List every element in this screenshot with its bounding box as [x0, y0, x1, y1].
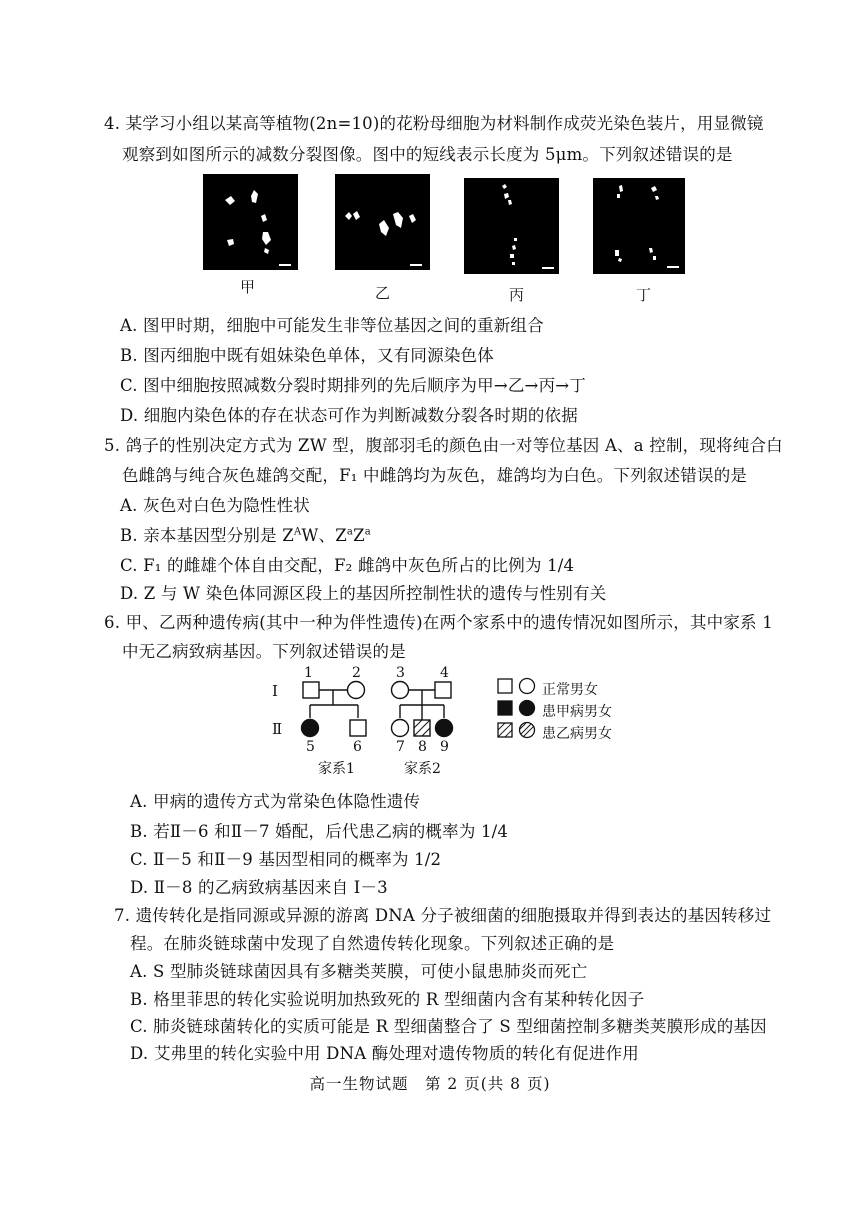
- pedigree-num-1: 1: [304, 665, 313, 681]
- q6-option-b: B. 若Ⅱ－6 和Ⅱ－7 婚配，后代患乙病的概率为 1/4: [130, 822, 509, 841]
- family-1-label: 家系1: [318, 761, 355, 777]
- q7-option-b: B. 格里菲思的转化实验说明加热致死的 R 型细菌内含有某种转化因子: [130, 990, 645, 1009]
- q4-option-a: A. 图甲时期，细胞中可能发生非等位基因之间的重新组合: [120, 316, 544, 335]
- q5-option-d: D. Z 与 W 染色体同源区段上的基因所控制性状的遗传与性别有关: [120, 584, 607, 603]
- micrograph-yi: [335, 174, 430, 270]
- q6-option-d: D. Ⅱ－8 的乙病致病基因来自 Ⅰ－3: [130, 878, 388, 897]
- q4-option-d: D. 细胞内染色体的存在状态可作为判断减数分裂各时期的依据: [120, 406, 578, 425]
- pedigree-num-9: 9: [440, 739, 449, 755]
- q7-option-c: C. 肺炎链球菌转化的实质可能是 R 型细菌整合了 S 型细菌控制多糖类荚膜形成的基因: [130, 1017, 767, 1036]
- legend-normal: 正常男女: [542, 682, 598, 698]
- q6-stem-line1: 6. 甲、乙两种遗传病(其中一种为伴性遗传)在两个家系中的遗传情况如图所示，其中家系 1: [104, 613, 773, 632]
- pedigree-num-7: 7: [396, 739, 405, 755]
- family-2-label: 家系2: [404, 761, 441, 777]
- pedigree-gen-2: Ⅱ: [272, 720, 283, 738]
- pedigree-num-4: 4: [440, 665, 449, 681]
- label-bing: 丙: [509, 286, 525, 304]
- q7-stem-line1: 7. 遗传转化是指同源或异源的游离 DNA 分子被细菌的细胞摄取并得到表达的基因转移过: [114, 906, 772, 925]
- pedigree-legend-symbols: [496, 676, 542, 742]
- micrograph-jia: [203, 174, 298, 270]
- pedigree-num-8: 8: [418, 739, 427, 755]
- label-jia: 甲: [240, 278, 256, 296]
- micrograph-bing: [464, 178, 559, 274]
- legend-disease-a: 患甲病男女: [542, 704, 612, 720]
- q7-stem-line2: 程。在肺炎链球菌中发现了自然遗传转化现象。下列叙述正确的是: [130, 934, 615, 953]
- q5-option-c: C. F₁ 的雌雄个体自由交配，F₂ 雌鸽中灰色所占的比例为 1/4: [120, 556, 575, 575]
- q4-stem-line1: 4. 某学习小组以某高等植物(2n=10)的花粉母细胞为材料制作成荧光染色装片，用显微镜: [104, 114, 764, 133]
- pedigree-num-2: 2: [352, 665, 361, 681]
- q7-option-a: A. S 型肺炎链球菌因具有多糖类荚膜，可使小鼠患肺炎而死亡: [130, 962, 588, 981]
- q6-stem-line2: 中无乙病致病基因。下列叙述错误的是: [122, 642, 406, 661]
- q5-stem-line2: 色雌鸽与纯合灰色雄鸽交配，F₁ 中雌鸽均为灰色，雄鸽均为白色。下列叙述错误的是: [122, 466, 748, 485]
- q4-option-b: B. 图丙细胞中既有姐妹染色单体，又有同源染色体: [120, 346, 494, 365]
- label-yi: 乙: [375, 284, 391, 302]
- pedigree-num-3: 3: [396, 665, 405, 681]
- q4-option-c: C. 图中细胞按照减数分裂时期排列的先后顺序为甲→乙→丙→丁: [120, 376, 587, 395]
- q6-option-a: A. 甲病的遗传方式为常染色体隐性遗传: [130, 792, 421, 811]
- legend-disease-b: 患乙病男女: [542, 726, 612, 742]
- q5-option-b: B. 亲本基因型分别是 $Z^AW$、$Z^aZ^a$: [120, 526, 371, 545]
- pedigree-gen-1: Ⅰ: [272, 682, 278, 700]
- pedigree-num-6: 6: [353, 739, 362, 755]
- q7-option-d: D. 艾弗里的转化实验中用 DNA 酶处理对遗传物质的转化有促进作用: [130, 1044, 640, 1063]
- q4-stem-line2: 观察到如图所示的减数分裂图像。图中的短线表示长度为 5μm。下列叙述错误的是: [122, 145, 733, 164]
- q5-stem-line1: 5. 鸽子的性别决定方式为 ZW 型，腹部羽毛的颜色由一对等位基因 A、a 控制，现将纯合白: [104, 436, 783, 455]
- page-footer: 高一生物试题 第 2 页(共 8 页): [309, 1075, 551, 1093]
- pedigree-num-5: 5: [306, 739, 315, 755]
- q5-option-a: A. 灰色对白色为隐性性状: [120, 496, 311, 515]
- q6-option-c: C. Ⅱ－5 和Ⅱ－9 基因型相同的概率为 1/2: [130, 850, 442, 869]
- micrograph-ding: [593, 178, 685, 274]
- label-ding: 丁: [636, 286, 652, 304]
